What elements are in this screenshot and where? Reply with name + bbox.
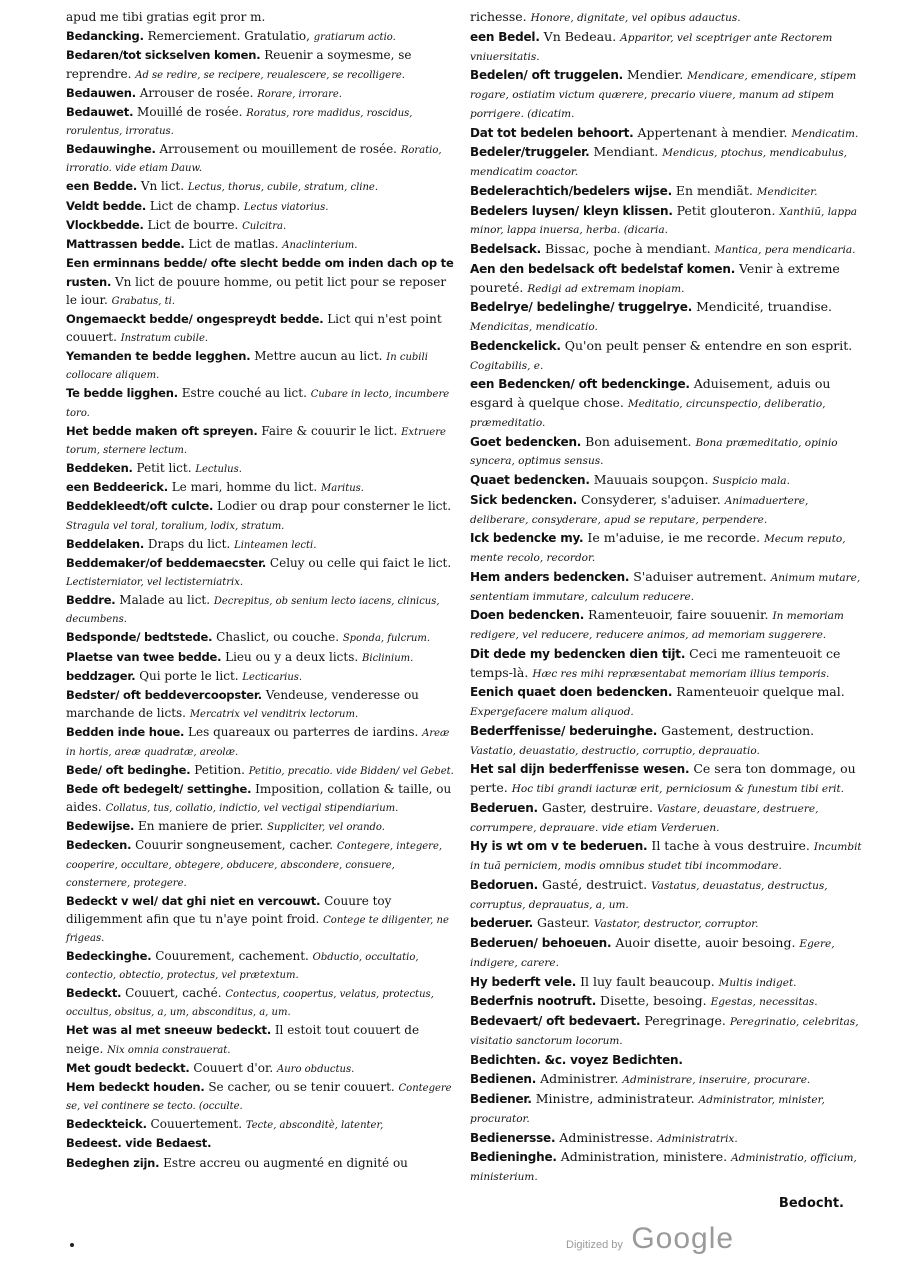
latin-gloss: Contegere, integere, cooperire, occultare, obtegere, obducere, abscondere, consuere, consternere, protegere. bbox=[66, 841, 443, 889]
french-gloss: Administresse. bbox=[555, 1129, 658, 1145]
headword: Bedeckinghe. bbox=[66, 948, 152, 963]
dictionary-entry bbox=[470, 433, 864, 471]
french-gloss: Se cacher, ou se tenir couuert. bbox=[204, 1079, 399, 1094]
headword: Bedauwet. bbox=[66, 104, 134, 119]
latin-gloss: Instratum cubile. bbox=[120, 333, 209, 344]
latin-gloss: gratiarum actio. bbox=[313, 32, 396, 43]
latin-gloss: Vastator, destructor, corruptor. bbox=[593, 918, 759, 931]
dictionary-entry bbox=[470, 471, 864, 490]
latin-gloss: Hæc res mihi repræsentabat memoriam illius temporis. bbox=[532, 667, 830, 680]
headword: Bedelerachtich/bedelers wijse. bbox=[470, 183, 672, 198]
french-gloss: Remerciement. Gratulatio, bbox=[143, 29, 314, 43]
french-gloss: Couuert d'or. bbox=[189, 1060, 277, 1075]
french-gloss: Arrousement ou mouillement de rosée. bbox=[155, 142, 401, 156]
french-gloss: Bon aduisement. bbox=[581, 433, 696, 449]
french-gloss: Couurement, cachement. bbox=[151, 948, 313, 963]
dictionary-entry bbox=[66, 723, 460, 759]
dictionary-entry bbox=[66, 103, 460, 139]
dictionary-entry bbox=[470, 1070, 864, 1089]
dictionary-entry bbox=[66, 535, 460, 553]
headword: Bedewijse. bbox=[66, 819, 135, 833]
latin-gloss: Peregrinatio, celebritas, visitatio sanctorum locorum. bbox=[470, 1016, 859, 1047]
french-gloss: Ministre, administrateur. bbox=[531, 1091, 699, 1106]
headword: Het bedde maken oft spreyen. bbox=[66, 423, 258, 438]
latin-gloss: Vastatus, deuastatus, destructus, corruptus, deprauatus, a, um. bbox=[470, 879, 828, 911]
dictionary-entry bbox=[66, 780, 460, 816]
french-gloss: Malade au lict. bbox=[115, 593, 214, 607]
french-gloss: Couure toy diligemment afin que tu n'aye point froid. bbox=[66, 893, 392, 926]
french-gloss: Administration, ministere. bbox=[556, 1149, 732, 1165]
dictionary-entry bbox=[66, 591, 460, 627]
headword: bederuer. bbox=[470, 916, 534, 931]
latin-gloss: Mantica, pera mendicaria. bbox=[714, 244, 856, 256]
latin-gloss: Incumbit in tuã perniciem, modis omnibus studet tibi incommodare. bbox=[470, 841, 862, 872]
latin-gloss: Lectus, thorus, cubile, stratum, cline. bbox=[187, 182, 379, 194]
headword: Beddeken. bbox=[66, 460, 133, 475]
french-gloss: Petit glouteron. bbox=[672, 202, 780, 218]
latin-gloss: In cubili collocare aliquem. bbox=[66, 352, 428, 382]
latin-gloss: Linteamen lecti. bbox=[234, 539, 317, 551]
latin-gloss: Mendicare, emendicare, stipem rogare, ostiatim victum quærere, precario viuere, manum ad stipem porrigere. (dicatim. bbox=[470, 70, 857, 120]
dictionary-entry bbox=[66, 1059, 460, 1077]
headword: Beddekleedt/oft culcte. bbox=[66, 499, 214, 514]
french-gloss: Ramenteuoir, faire souuenir. bbox=[584, 607, 773, 623]
dictionary-entry bbox=[470, 182, 864, 201]
headword: Vlockbedde. bbox=[66, 217, 144, 232]
french-gloss: Estre couché au lict. bbox=[177, 386, 311, 401]
dictionary-entry bbox=[66, 235, 460, 253]
french-gloss: Administrer. bbox=[536, 1071, 623, 1087]
french-gloss: Il estoit tout couuert de neige. bbox=[66, 1023, 420, 1056]
headword: Bedden inde houe. bbox=[66, 725, 185, 740]
french-gloss: Lict de bourre. bbox=[143, 217, 243, 232]
french-gloss: Arrouser de rosée. bbox=[135, 85, 258, 100]
latin-gloss: Meditatio, circunspectio, deliberatio, præmeditatio. bbox=[470, 398, 826, 429]
headword: een Bedde. bbox=[66, 179, 137, 194]
french-gloss: Venir à extreme poureté. bbox=[470, 260, 840, 295]
french-gloss: Gasté, destruict. bbox=[538, 876, 652, 892]
headword: Dat tot bedelen behoort. bbox=[470, 125, 634, 140]
latin-gloss: Obductio, occultatio, contectio, obtectio, protectus, vel prætextum. bbox=[66, 951, 419, 981]
dictionary-entry bbox=[470, 722, 864, 760]
headword: Doen bedencken. bbox=[470, 608, 585, 623]
dictionary-entry bbox=[66, 686, 460, 722]
french-gloss: Couuertement. bbox=[146, 1117, 246, 1131]
french-gloss: Couurir songneusement, cacher. bbox=[131, 838, 337, 853]
headword: Bedaren/tot sickselven komen. bbox=[66, 48, 261, 63]
french-gloss: Faire & couurir le lict. bbox=[257, 423, 402, 438]
latin-gloss: Roratus, rore madidus, roscidus, rorulentus, irroratus. bbox=[66, 107, 413, 137]
headword: Bedster/ oft beddevercoopster. bbox=[66, 688, 262, 702]
latin-gloss: Administratrix. bbox=[657, 1132, 738, 1145]
dictionary-entry bbox=[470, 28, 864, 66]
dictionary-entry bbox=[66, 27, 460, 45]
french-gloss: Mendiant. bbox=[589, 144, 663, 160]
dictionary-entry bbox=[66, 384, 460, 420]
digitized-by-text: Digitized by bbox=[566, 1239, 623, 1251]
french-gloss: Mendicité, truandise. bbox=[692, 299, 833, 315]
headword: Bediener. bbox=[470, 1092, 532, 1106]
headword: Dit dede my bedencken dien tijt. bbox=[470, 646, 686, 661]
headword: Bederfnis nootruft. bbox=[470, 994, 597, 1009]
dictionary-entry bbox=[66, 628, 460, 646]
latin-gloss: In memoriam redigere, vel reducere, reducere animos, ad memoriam suggerere. bbox=[470, 610, 844, 641]
headword: Bedelsack. bbox=[470, 242, 542, 256]
dictionary-entry bbox=[470, 645, 864, 683]
left-column bbox=[66, 8, 460, 1173]
dictionary-entry bbox=[66, 761, 460, 779]
dictionary-entry bbox=[470, 1051, 864, 1070]
latin-gloss: Stragula vel toral, toralium, lodix, stratum. bbox=[66, 520, 285, 532]
dictionary-entry bbox=[470, 876, 864, 914]
latin-gloss: Mendiciter. bbox=[756, 185, 818, 198]
latin-gloss: Mendicatim. bbox=[791, 127, 859, 140]
latin-gloss: Areæ in hortis, areæ quadratæ, areolæ. bbox=[66, 728, 450, 758]
french-gloss: Ramenteuoir quelque mal. bbox=[672, 684, 845, 700]
french-gloss: Ceci me ramenteuoit ce temps-là. bbox=[470, 645, 841, 680]
latin-gloss: Expergefacere malum aliquod. bbox=[470, 706, 634, 718]
latin-gloss: Biclinium. bbox=[362, 652, 414, 664]
headword: Bedauwen. bbox=[66, 85, 136, 100]
latin-gloss: Maritus. bbox=[321, 483, 364, 494]
french-gloss: Ce sera ton dommage, ou perte. bbox=[470, 761, 856, 795]
latin-gloss: Multis indiget. bbox=[718, 976, 797, 989]
latin-gloss: Suppliciter, vel orando. bbox=[267, 822, 385, 833]
headword: Bedenckelick. bbox=[470, 338, 561, 353]
latin-gloss: Ad se redire, se recipere, reualescere, se recolligere. bbox=[135, 69, 405, 81]
headword: Bedeckt v wel/ dat ghi niet en vercouwt. bbox=[66, 893, 321, 908]
dictionary-entry bbox=[470, 606, 864, 644]
latin-gloss: Apparitor, vel sceptriger ante Rectorem vniuersitatis. bbox=[470, 31, 833, 63]
headword: Goet bedencken. bbox=[470, 434, 582, 449]
french-gloss: Il luy fault beaucoup. bbox=[576, 973, 719, 989]
headword: Bede/ oft bedinghe. bbox=[66, 762, 191, 777]
latin-gloss: Nix omnia constrauerat. bbox=[107, 1044, 231, 1056]
latin-gloss: Administrare, inseruire, procurare. bbox=[622, 1074, 811, 1087]
dictionary-entry bbox=[66, 197, 460, 215]
headword: beddzager. bbox=[66, 668, 136, 683]
latin-gloss: Redigi ad extremam inopiam. bbox=[527, 282, 685, 295]
headword: Beddre. bbox=[66, 593, 116, 607]
headword: Bedeghen zijn. bbox=[66, 1155, 160, 1170]
french-gloss: richesse. bbox=[470, 9, 531, 24]
headword: Bedeckteick. bbox=[66, 1117, 147, 1131]
headword: Ick bedencke my. bbox=[470, 531, 584, 546]
french-gloss: Peregrinage. bbox=[640, 1013, 730, 1028]
latin-gloss: Mendicitas, mendicatio. bbox=[470, 321, 598, 333]
headword: Quaet bedencken. bbox=[470, 473, 590, 487]
latin-gloss: Extruere torum, sternere lectum. bbox=[66, 426, 446, 456]
dictionary-entry bbox=[66, 177, 460, 195]
french-gloss: Petition. bbox=[190, 762, 249, 777]
french-gloss: Celuy ou celle qui faict le lict. bbox=[266, 555, 452, 570]
french-gloss: Auoir disette, auoir besoing. bbox=[611, 935, 800, 950]
latin-gloss: Lecticarius. bbox=[242, 671, 303, 683]
latin-gloss: Petitio, precatio. vide Bidden/ vel Gebet. bbox=[248, 765, 454, 777]
headword: Hy bederft vele. bbox=[470, 974, 577, 989]
headword: Het sal dijn bederffenisse wesen. bbox=[470, 762, 690, 777]
french-gloss: En mendiãt. bbox=[671, 182, 757, 198]
dictionary-entry bbox=[470, 837, 864, 875]
dictionary-entry bbox=[66, 497, 460, 533]
dictionary-entry bbox=[66, 46, 460, 82]
dictionary-entry bbox=[66, 347, 460, 383]
latin-gloss: Grabatus, ti. bbox=[111, 295, 176, 307]
dictionary-entry bbox=[66, 1154, 460, 1172]
headword: Aen den bedelsack oft bedelstaf komen. bbox=[470, 261, 736, 276]
headword: een Bedel. bbox=[470, 29, 540, 44]
headword: Bedecken. bbox=[66, 838, 132, 853]
latin-gloss: Mendicus, ptochus, mendicabulus, mendicatim coactor. bbox=[470, 147, 847, 178]
dictionary-entry bbox=[470, 298, 864, 336]
latin-gloss: Tecte, absconditè, latenter, bbox=[245, 1120, 384, 1131]
french-gloss: Les quareaux ou parterres de iardins. bbox=[184, 725, 423, 740]
headword: Bedoruen. bbox=[470, 877, 539, 892]
latin-gloss: Administrator, minister, procurator. bbox=[470, 1094, 825, 1125]
dictionary-entry bbox=[470, 66, 864, 122]
dictionary-entry bbox=[470, 1129, 864, 1148]
dictionary-entry bbox=[66, 422, 460, 458]
headword: Mattrassen bedde. bbox=[66, 237, 185, 251]
latin-gloss: Egestas, necessitas. bbox=[710, 996, 818, 1009]
french-gloss: Estre accreu ou augmenté en dignité ou bbox=[159, 1155, 408, 1170]
dictionary-entry bbox=[470, 683, 864, 721]
headword: Een erminnans bedde/ ofte slecht bedde om inden dach op te rusten. bbox=[66, 256, 454, 289]
dictionary-entry bbox=[470, 375, 864, 431]
latin-gloss: Rorare, irrorare. bbox=[257, 88, 342, 100]
dictionary-entry bbox=[470, 8, 864, 27]
latin-gloss: Vastatio, deuastatio, destructio, corruptio, deprauatio. bbox=[470, 744, 760, 757]
dictionary-entry bbox=[66, 254, 460, 309]
french-gloss: Bissac, poche à mendiant. bbox=[541, 241, 715, 256]
headword: Bedeckt. bbox=[66, 986, 122, 1000]
headword: Beddelaken. bbox=[66, 536, 145, 551]
latin-gloss: Decrepitus, ob senium lecto iacens, clinicus, decumbens. bbox=[66, 596, 440, 626]
digitized-by-footer bbox=[566, 1222, 734, 1256]
dictionary-entry bbox=[470, 973, 864, 992]
dictionary-entry bbox=[470, 491, 864, 529]
french-gloss: Gasteur. bbox=[533, 915, 594, 931]
french-gloss: Mettre aucun au lict. bbox=[250, 349, 387, 363]
headword: een Beddeerick. bbox=[66, 480, 168, 494]
latin-gloss: Collatus, tus, collatio, indictio, vel vectigal stipendiarium. bbox=[105, 803, 399, 814]
french-gloss: Le mari, homme du lict. bbox=[167, 480, 322, 494]
latin-gloss: Sponda, fulcrum. bbox=[342, 633, 431, 645]
dictionary-entry bbox=[66, 1021, 460, 1057]
headword: Bedelrye/ bedelinghe/ truggelrye. bbox=[470, 300, 693, 315]
dictionary-entry bbox=[66, 1134, 460, 1152]
dictionary-entry bbox=[66, 1078, 460, 1114]
latin-gloss: Lectisterniator, vel lectisterniatrix. bbox=[66, 577, 244, 588]
dictionary-entry bbox=[470, 143, 864, 181]
latin-gloss: Contectus, coopertus, velatus, protectus, occultus, obsitus, a, um, absconditus, a, um. bbox=[66, 989, 434, 1019]
headword: Bederuen/ behoeuen. bbox=[470, 936, 612, 950]
dictionary-entry bbox=[470, 568, 864, 606]
dictionary-entry bbox=[66, 140, 460, 176]
french-gloss: Disette, besoing. bbox=[596, 993, 711, 1009]
dictionary-entry bbox=[470, 1090, 864, 1128]
french-gloss: Consyderer, s'aduiser. bbox=[577, 491, 725, 507]
headword: Bedienersse. bbox=[470, 1130, 556, 1145]
headword: Bedienen. bbox=[470, 1072, 537, 1087]
dictionary-entry bbox=[66, 554, 460, 590]
french-gloss: Lodier ou drap pour consterner le lict. bbox=[213, 499, 452, 514]
headword: Sick bedencken. bbox=[470, 492, 578, 507]
dictionary-entry bbox=[470, 799, 864, 837]
headword: Bedevaert/ oft bedevaert. bbox=[470, 1014, 641, 1028]
headword: Bedieninghe. bbox=[470, 1150, 557, 1165]
headword: een Bedencken/ oft bedenckinge. bbox=[470, 377, 690, 392]
dictionary-entry bbox=[66, 947, 460, 983]
headword: Yemanden te bedde legghen. bbox=[66, 349, 251, 363]
latin-gloss: Honore, dignitate, vel opibus adauctus. bbox=[530, 12, 741, 24]
catchword: Bedocht. bbox=[778, 1196, 844, 1211]
headword: Bedeest. vide Bedaest. bbox=[66, 1136, 212, 1151]
dictionary-entry bbox=[66, 836, 460, 890]
dictionary-entry bbox=[470, 914, 864, 933]
headword: Beddemaker/of beddemaecster. bbox=[66, 555, 267, 570]
french-gloss: apud me tibi gratias egit pror m. bbox=[66, 10, 266, 24]
french-gloss: Vendeuse, venderesse ou marchande de licts. bbox=[66, 688, 419, 721]
latin-gloss: Hoc tibi grandi iacturæ erit, perniciosum & funestum tibi erit. bbox=[511, 783, 845, 795]
french-gloss: Petit lict. bbox=[132, 460, 196, 475]
dictionary-entry bbox=[66, 1115, 460, 1133]
french-gloss: Imposition, collation & taille, ou aides. bbox=[66, 781, 452, 814]
dictionary-entry bbox=[470, 934, 864, 972]
french-gloss: Lict de matlas. bbox=[184, 237, 283, 251]
headword: Met goudt bedeckt. bbox=[66, 1060, 190, 1075]
dictionary-entry bbox=[470, 240, 864, 259]
latin-gloss: Culcitra. bbox=[242, 220, 287, 232]
latin-gloss: Contegere se, vel continere se tecto. (occulte. bbox=[66, 1082, 452, 1112]
dictionary-entry bbox=[66, 892, 460, 946]
google-logo: Google bbox=[631, 1222, 735, 1255]
french-gloss: Mouillé de rosée. bbox=[133, 104, 247, 119]
dictionary-entry bbox=[66, 667, 460, 685]
french-gloss: Gaster, destruire. bbox=[537, 799, 657, 815]
latin-gloss: Xanthiũ, lappa minor, lappa inuersa, herba. (dicaria. bbox=[470, 205, 858, 237]
dictionary-entry bbox=[470, 1148, 864, 1186]
headword: Bederuen. bbox=[470, 800, 538, 815]
dictionary-entry bbox=[66, 8, 460, 26]
french-gloss: Lict qui n'est point couuert. bbox=[66, 311, 442, 344]
page-mark bbox=[70, 1243, 74, 1247]
headword: Bedancking. bbox=[66, 29, 144, 43]
headword: Hem bedeckt houden. bbox=[66, 1079, 205, 1094]
latin-gloss: Suspicio mala. bbox=[712, 475, 790, 487]
latin-gloss: Auro obductus. bbox=[277, 1063, 355, 1075]
headword: Bedeler/truggeler. bbox=[470, 145, 590, 160]
french-gloss: Mauuais soupçon. bbox=[589, 472, 713, 487]
headword: Plaetse van twee bedde. bbox=[66, 649, 222, 664]
french-gloss: Draps du lict. bbox=[144, 536, 235, 551]
right-column bbox=[470, 8, 864, 1187]
french-gloss: Qui porte le lict. bbox=[135, 668, 243, 683]
french-gloss: Appertenant à mendier. bbox=[633, 124, 792, 140]
latin-gloss: Contege te diligenter, ne frigeas. bbox=[66, 914, 449, 944]
french-gloss: Lict de champ. bbox=[146, 198, 244, 213]
french-gloss: Aduisement, aduis ou esgard à quelque chose. bbox=[470, 376, 831, 410]
latin-gloss: Cogitabilis, e. bbox=[470, 359, 544, 372]
latin-gloss: Mecum reputo, mente recolo, recordor. bbox=[470, 533, 846, 564]
french-gloss: Vn lict de pouure homme, ou petit lict pour se reposer le iour. bbox=[66, 274, 447, 307]
dictionary-entry bbox=[66, 84, 460, 102]
latin-gloss: Egere, indigere, carere. bbox=[470, 938, 835, 969]
headword: Ongemaeckt bedde/ ongespreydt bedde. bbox=[66, 311, 324, 326]
headword: Bedichten. &c. voyez Bedichten. bbox=[470, 1052, 683, 1067]
french-gloss: Gastement, destruction. bbox=[657, 722, 815, 738]
dictionary-entry bbox=[66, 310, 460, 346]
latin-gloss: Roratio, irroratio. vide etiam Dauw. bbox=[66, 145, 442, 175]
headword: Hy is wt om v te bederuen. bbox=[470, 839, 648, 854]
dictionary-entry bbox=[66, 478, 460, 496]
french-gloss: S'aduiser autrement. bbox=[629, 568, 771, 584]
french-gloss: Mendier. bbox=[623, 67, 688, 83]
dictionary-entry bbox=[470, 202, 864, 240]
latin-gloss: Vastare, deuastare, destruere, corrumpere, deprauare. vide etiam Verderuen. bbox=[470, 802, 819, 834]
headword: Eenich quaet doen bedencken. bbox=[470, 685, 673, 700]
headword: Bedelers luysen/ kleyn klissen. bbox=[470, 203, 673, 218]
french-gloss: Couuert, caché. bbox=[121, 986, 226, 1000]
headword: Bedauwinghe. bbox=[66, 142, 156, 156]
headword: Bedsponde/ bedtstede. bbox=[66, 630, 213, 645]
latin-gloss: Animum mutare, sententiam immutare, calculum reducere. bbox=[470, 571, 861, 603]
headword: Bedelen/ oft truggelen. bbox=[470, 68, 624, 83]
latin-gloss: Animaduertere, deliberare, consyderare, apud se reputare, perpendere. bbox=[470, 494, 809, 526]
french-gloss: Reuenir a soymesme, se reprendre. bbox=[66, 48, 412, 81]
dictionary-entry bbox=[470, 1012, 864, 1050]
dictionary-entry bbox=[66, 984, 460, 1020]
headword: Bede oft bedegelt/ settinghe. bbox=[66, 781, 252, 796]
french-gloss: Chaslict, ou couche. bbox=[212, 630, 343, 645]
headword: Te bedde ligghen. bbox=[66, 386, 178, 401]
dictionary-entry bbox=[470, 529, 864, 567]
french-gloss: Ie m'aduise, ie me recorde. bbox=[583, 530, 765, 546]
latin-gloss: Mercatrix vel venditrix lectorum. bbox=[189, 709, 359, 721]
dictionary-entry bbox=[66, 817, 460, 835]
headword: Het was al met sneeuw bedeckt. bbox=[66, 1023, 271, 1038]
french-gloss: Il tache à vous destruire. bbox=[647, 838, 814, 854]
dictionary-entry bbox=[66, 459, 460, 477]
dictionary-entry bbox=[470, 760, 864, 798]
latin-gloss: Bona præmeditatio, opinio syncera, optimus sensus. bbox=[470, 436, 838, 468]
headword: Veldt bedde. bbox=[66, 198, 147, 213]
headword: Hem anders bedencken. bbox=[470, 569, 630, 584]
latin-gloss: Lectus viatorius. bbox=[243, 201, 329, 213]
dictionary-entry bbox=[470, 337, 864, 375]
dictionary-entry bbox=[470, 992, 864, 1011]
latin-gloss: Administratio, officium, ministerium. bbox=[470, 1152, 857, 1183]
dictionary-entry bbox=[470, 260, 864, 298]
latin-gloss: Lectulus. bbox=[195, 463, 242, 475]
french-gloss: En maniere de prier. bbox=[134, 819, 268, 833]
french-gloss: Qu'on peult penser & entendre en son esprit. bbox=[560, 337, 853, 353]
dictionary-entry bbox=[66, 216, 460, 234]
latin-gloss: Anaclinterium. bbox=[282, 240, 358, 251]
dictionary-entry bbox=[470, 124, 864, 143]
french-gloss: Vn lict. bbox=[137, 179, 188, 194]
french-gloss: Vn Bedeau. bbox=[539, 28, 621, 44]
french-gloss: Lieu ou y a deux licts. bbox=[221, 649, 363, 664]
headword: Bederffenisse/ bederuinghe. bbox=[470, 723, 658, 738]
dictionary-entry bbox=[66, 648, 460, 666]
latin-gloss: Cubare in lecto, incumbere toro. bbox=[66, 389, 450, 419]
